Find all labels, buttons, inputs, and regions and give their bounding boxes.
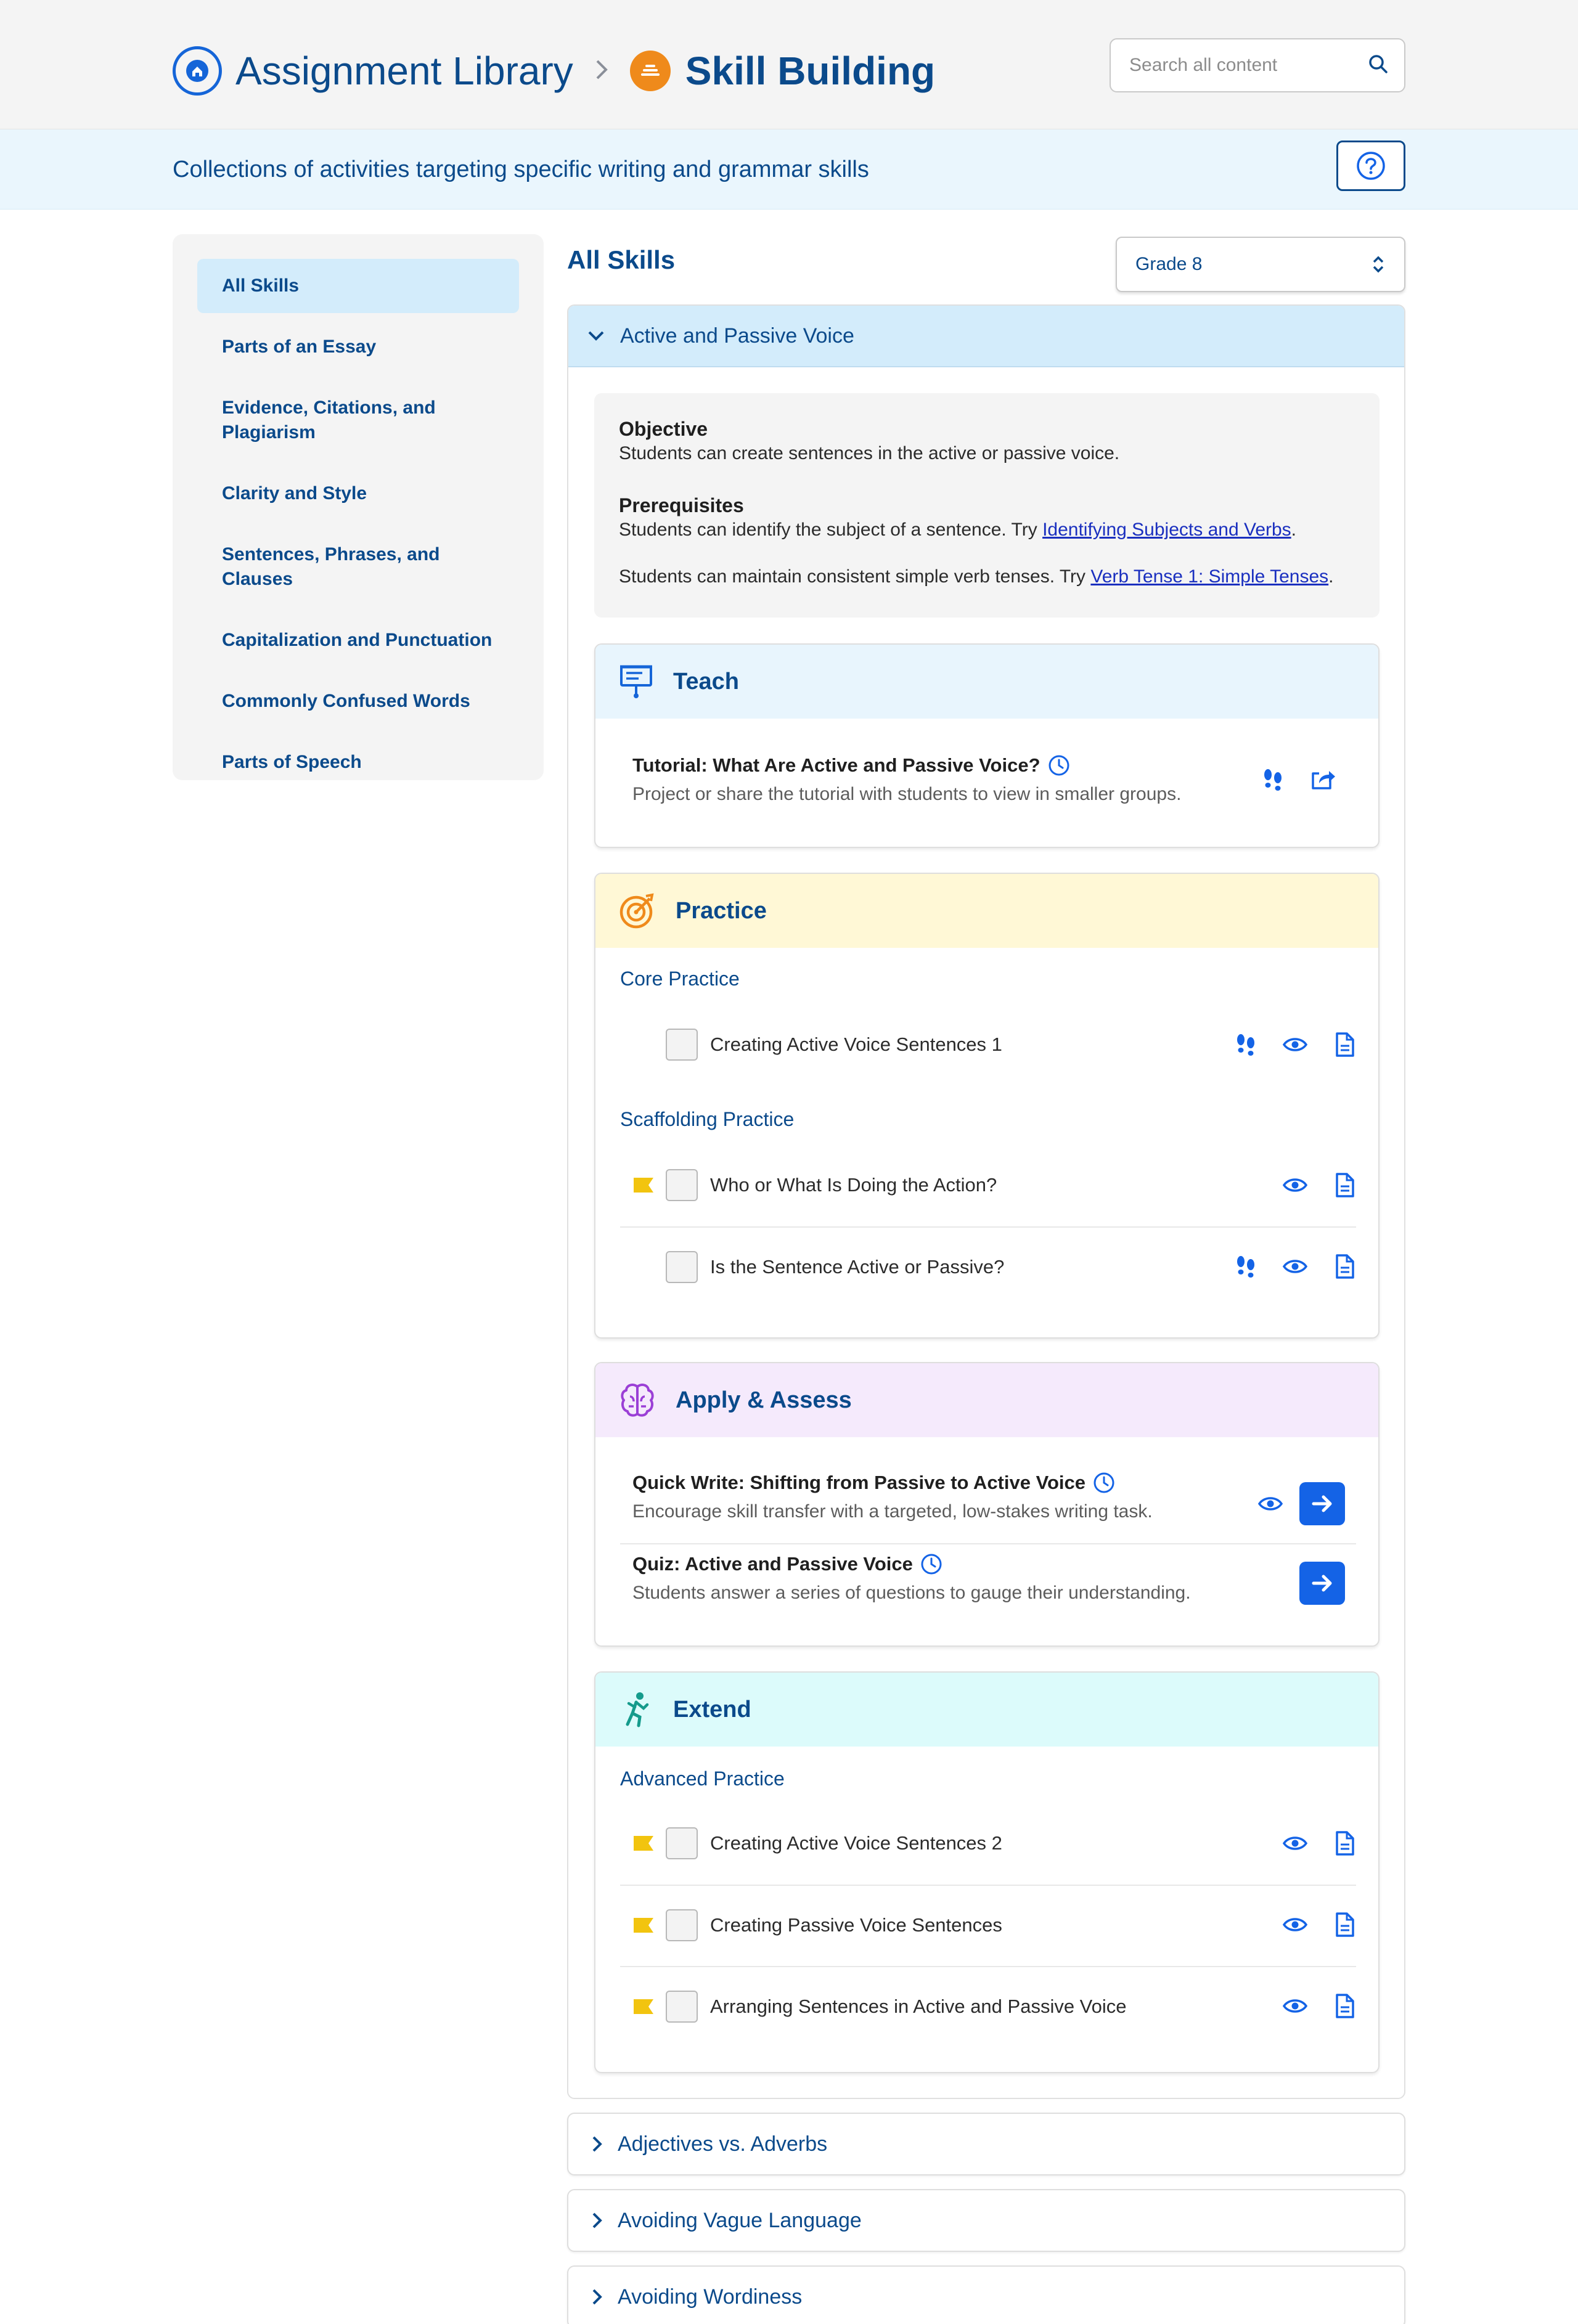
eye-icon[interactable] [1282,1911,1309,1938]
practice-card [594,873,1380,1339]
skill-sidebar [173,234,544,780]
eye-icon[interactable] [1282,1992,1309,2020]
list-item[interactable] [620,1885,1356,1965]
activity-label: Creating Passive Voice Sentences [710,1914,1002,1936]
clock-icon [1092,1470,1116,1495]
core-practice-heading: Core Practice [620,968,740,990]
list-item[interactable] [620,1803,1356,1883]
search-box[interactable] [1110,38,1405,92]
brain-icon [618,1380,657,1420]
breadcrumb [173,44,935,97]
tutorial-description: Project or share the tutorial with students to view in smaller groups. [632,784,1182,804]
home-icon[interactable] [173,46,222,96]
document-icon[interactable] [1331,1031,1358,1058]
assign-quick-write-button[interactable] [1299,1482,1345,1525]
quick-write-item[interactable] [632,1470,1341,1522]
quiz-title: Quiz: Active and Passive Voice [632,1553,913,1575]
apply-assess-header [595,1363,1378,1437]
prerequisite-2-link[interactable]: Verb Tense 1: Simple Tenses [1090,566,1329,587]
document-icon[interactable] [1331,1992,1358,2020]
skill-accordion-active-passive-voice [567,304,1405,2099]
checkbox[interactable] [666,1909,698,1941]
apply-assess-heading: Apply & Assess [676,1387,852,1413]
document-icon[interactable] [1331,1172,1358,1199]
scaffolding-practice-heading: Scaffolding Practice [620,1108,795,1130]
list-item[interactable] [620,1966,1356,2046]
sidebar-item-sentences-phrases[interactable]: Sentences, Phrases, and Clauses [222,544,440,589]
chevron-right-icon [591,2288,604,2306]
footprints-icon[interactable] [1259,766,1286,793]
teach-heading: Teach [673,668,740,695]
section-title: All Skills [567,245,676,274]
prerequisite-1-link[interactable]: Identifying Subjects and Verbs [1042,520,1291,540]
up-down-chevron-icon [1371,253,1386,275]
practice-header [595,874,1378,948]
teach-card [594,643,1380,848]
document-icon[interactable] [1331,1911,1358,1938]
search-input[interactable] [1129,55,1367,76]
checkbox[interactable] [666,1991,698,2023]
arrow-right-icon [1310,1491,1335,1516]
question-circle-icon [1355,150,1387,182]
clock-icon [919,1552,944,1576]
accordion-title: Active and Passive Voice [620,324,854,348]
chevron-right-icon [591,2135,604,2153]
accordion-title: Avoiding Wordiness [618,2285,803,2309]
document-icon[interactable] [1331,1830,1358,1857]
apply-assess-card [594,1362,1380,1647]
share-icon[interactable] [1309,766,1336,793]
eye-icon[interactable] [1282,1031,1309,1058]
skill-accordion-avoiding-wordiness[interactable] [567,2265,1405,2324]
page-title: Skill Building [685,49,936,93]
skill-accordion-avoiding-vague-language[interactable] [567,2189,1405,2252]
assign-quiz-button[interactable] [1299,1562,1345,1605]
top-bar [0,0,1578,129]
activity-label: Creating Active Voice Sentences 1 [710,1034,1002,1055]
sidebar-item-clarity-and-style[interactable]: Clarity and Style [222,483,367,504]
stacked-layers-icon [630,51,671,91]
extend-card [594,1671,1380,2073]
extend-header [595,1673,1378,1747]
climbing-figure-icon [618,1690,655,1729]
clock-icon [1047,753,1071,778]
sidebar-item-confused-words[interactable]: Commonly Confused Words [222,691,470,711]
page-description: Collections of activities targeting specific writing and grammar skills [173,157,869,182]
list-item[interactable] [620,1005,1356,1085]
quiz-description: Students answer a series of questions to gauge their understanding. [632,1583,1191,1603]
eye-icon[interactable] [1282,1253,1309,1280]
quiz-item[interactable] [632,1552,1341,1604]
chevron-down-icon [587,329,605,343]
prerequisites-heading: Prerequisites [619,494,744,516]
eye-icon[interactable] [1282,1830,1309,1857]
practice-heading: Practice [676,897,767,924]
checkbox[interactable] [666,1029,698,1061]
prerequisite-1-text: Students can identify the subject of a sentence. Try [619,520,1043,540]
list-item[interactable] [620,1145,1356,1225]
footprints-icon[interactable] [1232,1253,1259,1280]
extend-heading: Extend [673,1696,751,1723]
breadcrumb-assignment-library[interactable]: Assignment Library [235,49,573,93]
sidebar-item-capitalization[interactable]: Capitalization and Punctuation [222,630,493,650]
period: . [1291,520,1297,540]
eye-icon[interactable] [1257,1490,1284,1517]
tutorial-item[interactable] [632,753,1341,805]
arrow-right-icon [1310,1571,1335,1596]
divider [620,1543,1356,1544]
eye-icon[interactable] [1282,1172,1309,1199]
flag-icon [634,1836,653,1851]
prerequisite-2-text: Students can maintain consistent simple verb tenses. Try [619,566,1091,587]
prerequisite-2 [619,565,1355,589]
objective-heading: Objective [619,418,708,440]
activity-label: Creating Active Voice Sentences 2 [710,1832,1002,1854]
checkbox[interactable] [666,1251,698,1283]
chevron-right-icon [591,2211,604,2230]
accordion-header[interactable] [568,306,1404,367]
sidebar-item-evidence-citations[interactable]: Evidence, Citations, and Plagiarism [222,398,436,442]
activity-label: Who or What Is Doing the Action? [710,1174,997,1196]
checkbox[interactable] [666,1169,698,1201]
objective-text: Students can create sentences in the active or passive voice. [619,443,1120,463]
teach-header [595,645,1378,719]
activity-label: Arranging Sentences in Active and Passive Voice [710,1996,1127,2017]
flag-icon [634,1918,653,1933]
accordion-title: Adjectives vs. Adverbs [618,2132,828,2156]
objective-box [594,393,1380,618]
skill-accordion-adjectives-adverbs[interactable] [567,2113,1405,2175]
prerequisite-1 [619,518,1355,542]
document-icon[interactable] [1331,1253,1358,1280]
tutorial-title: Tutorial: What Are Active and Passive Voice? [632,754,1040,776]
quick-write-title: Quick Write: Shifting from Passive to Active Voice [632,1472,1085,1493]
flag-icon [634,1178,653,1193]
activity-label: Is the Sentence Active or Passive? [710,1256,1005,1278]
accordion-title: Avoiding Vague Language [618,2208,862,2232]
presentation-board-icon [618,663,655,700]
grade-select[interactable] [1116,237,1405,292]
period: . [1328,566,1334,587]
checkbox[interactable] [666,1827,698,1859]
search-icon[interactable] [1367,53,1389,78]
flag-icon [634,1999,653,2014]
quick-write-description: Encourage skill transfer with a targeted, low-stakes writing task. [632,1501,1153,1522]
help-button[interactable] [1336,141,1405,191]
chevron-right-icon [594,54,609,88]
sidebar-item-parts-of-speech[interactable]: Parts of Speech [222,752,362,772]
target-icon [618,891,657,931]
sidebar-item-all-skills[interactable]: All Skills [197,259,519,313]
sidebar-item-parts-of-an-essay[interactable]: Parts of an Essay [222,336,377,357]
grade-select-value: Grade 8 [1135,254,1203,274]
advanced-practice-heading: Advanced Practice [620,1767,785,1790]
footprints-icon[interactable] [1232,1031,1259,1058]
list-item[interactable] [620,1226,1356,1307]
